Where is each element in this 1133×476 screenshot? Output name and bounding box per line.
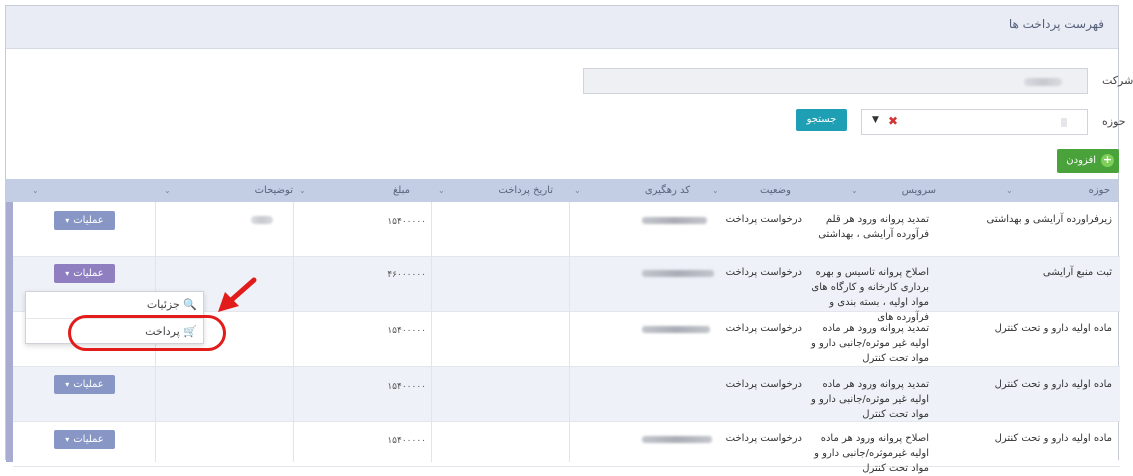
chevron-down-icon: ⌄ — [1006, 186, 1013, 195]
column-header-payment-date[interactable]: تاریخ پرداخت — [498, 185, 553, 196]
column-filter-tracking-code[interactable] — [574, 179, 585, 202]
column-header-service[interactable]: سرویس — [901, 185, 936, 196]
add-button-label: افزودن — [1066, 155, 1096, 166]
chevron-down-icon: ⌄ — [32, 186, 39, 195]
magnifier-icon: 🔍 — [183, 298, 197, 311]
column-filter-notes[interactable] — [164, 179, 175, 202]
tracking-code-redacted — [642, 326, 710, 333]
cell-service: تمدید پروانه ورود هر قلم فرآورده آرایشی ، بهداشتی — [818, 214, 929, 240]
operations-button[interactable]: عملیات▾ — [54, 375, 115, 394]
operations-button[interactable]: عملیات▾ — [54, 211, 115, 230]
column-divider — [431, 202, 432, 462]
cell-service: تمدید پروانه ورود هر ماده اولیه غیر موثره/جانبی دارو و مواد تحت کنترل — [810, 323, 929, 364]
cell-zone: ثبت منبع آرایشی — [1042, 267, 1112, 278]
annotation-arrow-icon — [214, 268, 274, 318]
notes-redacted — [251, 216, 273, 224]
chevron-down-icon: ⌄ — [299, 186, 306, 195]
table-header — [6, 179, 1118, 202]
zone-value-placeholder — [1061, 118, 1067, 127]
cell-amount: ۱۵۴۰۰۰۰۰ — [387, 436, 426, 446]
zone-label: حوزه — [1102, 115, 1126, 128]
column-filter-service[interactable] — [851, 179, 862, 202]
cell-zone: ماده اولیه دارو و تحت کنترل — [994, 433, 1112, 444]
column-filter-amount[interactable] — [299, 179, 310, 202]
column-header-tracking-code[interactable]: کد رهگیری — [644, 185, 690, 196]
company-label: شرکت — [1102, 74, 1133, 87]
column-filter-payment-date[interactable] — [438, 179, 449, 202]
tracking-code-redacted — [642, 270, 714, 277]
cart-icon: 🛒 — [183, 325, 197, 338]
company-field[interactable] — [583, 68, 1088, 94]
operations-button[interactable]: عملیات▾ — [54, 430, 115, 449]
cell-status: درخواست پرداخت — [725, 214, 802, 225]
caret-down-icon: ▾ — [65, 216, 70, 225]
cell-amount: ۱۵۴۰۰۰۰۰ — [387, 326, 426, 336]
cell-status: درخواست پرداخت — [725, 267, 802, 278]
cell-amount: ۴۶۰۰۰۰۰۰ — [387, 270, 426, 280]
cell-zone: ماده اولیه دارو و تحت کنترل — [994, 323, 1112, 334]
cell-amount: ۱۵۴۰۰۰۰۰ — [387, 217, 426, 227]
cell-zone: ماده اولیه دارو و تحت کنترل — [994, 379, 1112, 390]
column-filter-zone[interactable] — [1006, 179, 1017, 202]
column-divider — [293, 202, 294, 462]
caret-down-icon: ▾ — [65, 435, 70, 444]
column-header-status[interactable]: وضعیت — [760, 185, 791, 196]
table-row — [13, 202, 1120, 257]
cell-zone: زیرفراورده آرایشی و بهداشتی — [986, 214, 1112, 225]
menu-item-payment[interactable]: 🛒 پرداخت — [26, 318, 203, 344]
chevron-down-icon: ⌄ — [851, 186, 858, 195]
highlight-oval — [68, 315, 226, 351]
add-button[interactable] — [1057, 149, 1119, 173]
cell-status: درخواست پرداخت — [725, 379, 802, 390]
cell-service: اصلاح پروانه ورود هر ماده اولیه غیرموثره/جانبی دارو و مواد تحت کنترل — [814, 433, 929, 474]
column-filter-status[interactable] — [712, 179, 723, 202]
cell-service: تمدید پروانه ورود هر ماده اولیه غیر موثره/جانبی دارو و مواد تحت کنترل — [810, 379, 929, 420]
column-header-amount[interactable]: مبلغ — [392, 185, 410, 196]
plus-icon: + — [1102, 152, 1113, 166]
column-header-zone[interactable]: حوزه — [1088, 185, 1110, 196]
operations-button[interactable]: عملیات▾ — [54, 264, 115, 283]
search-button[interactable]: جستجو — [796, 109, 847, 131]
chevron-down-icon: ⌄ — [574, 186, 581, 195]
column-header-notes[interactable]: توضیحات — [254, 185, 293, 196]
cell-service: اصلاح پروانه تاسیس و بهره برداری کارخانه و کارگاه های مواد اولیه ، بسته بندی و فرآورده های — [811, 267, 929, 323]
chevron-down-icon: ⌄ — [438, 186, 445, 195]
company-value-redacted — [1024, 78, 1062, 86]
caret-down-icon: ▾ — [65, 269, 70, 278]
tracking-code-redacted — [642, 217, 707, 224]
page-title: فهرست پرداخت ها — [6, 6, 1118, 49]
chevron-down-icon: ⌄ — [712, 186, 719, 195]
clear-icon[interactable]: ✖ — [888, 114, 899, 128]
cell-status: درخواست پرداخت — [725, 433, 802, 444]
column-divider — [569, 202, 570, 462]
zone-select[interactable] — [861, 109, 1088, 135]
tracking-code-redacted — [642, 436, 712, 443]
payments-panel — [5, 5, 1133, 474]
cell-status: درخواست پرداخت — [725, 323, 802, 334]
table-row — [13, 367, 1120, 422]
caret-down-icon: ▾ — [65, 380, 70, 389]
column-filter-actions[interactable] — [32, 179, 43, 202]
row-selection-stripe — [6, 202, 13, 462]
cell-amount: ۱۵۴۰۰۰۰۰ — [387, 382, 426, 392]
chevron-down-icon: ⌄ — [164, 186, 171, 195]
chevron-down-icon[interactable]: ▼ — [872, 115, 879, 125]
menu-item-details[interactable]: 🔍 جزئیات — [146, 298, 197, 311]
